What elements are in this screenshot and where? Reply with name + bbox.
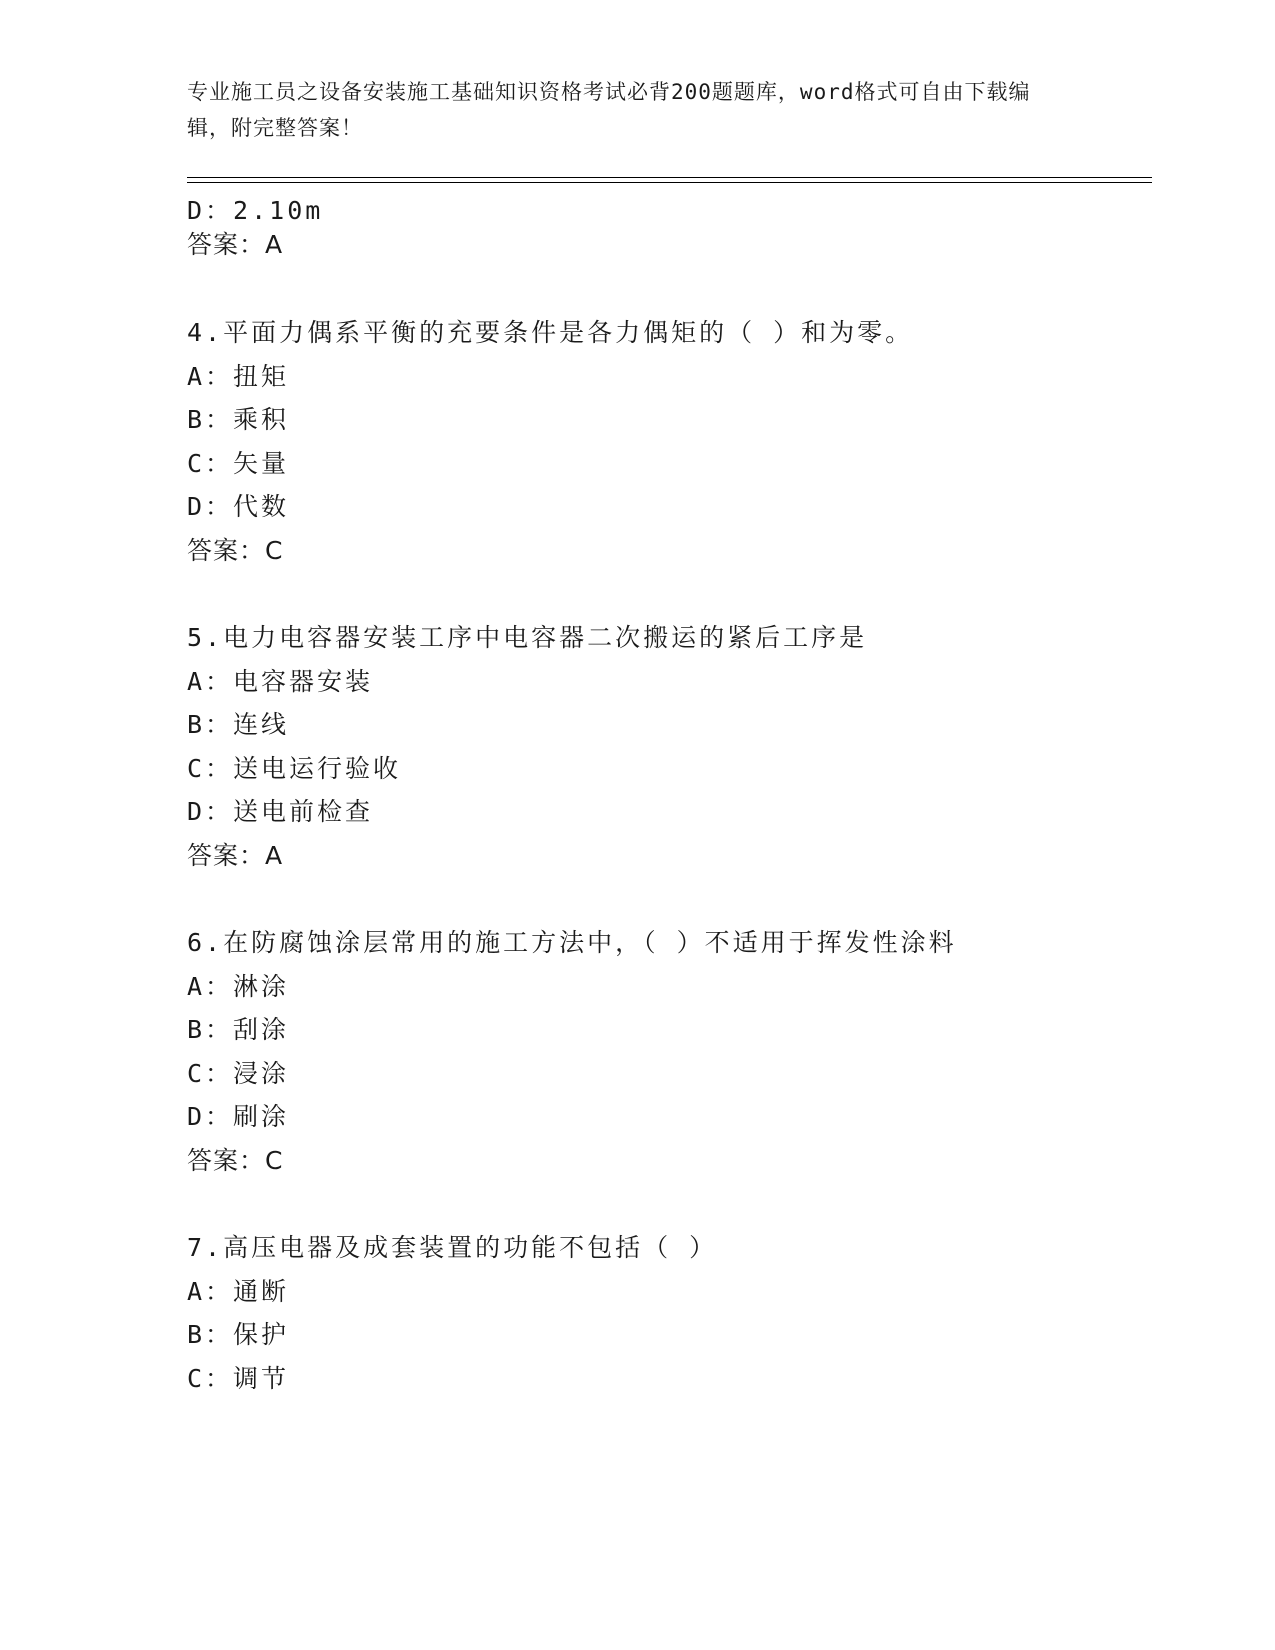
answer-line: 答案：C [187,1146,284,1175]
option-c: C：送电运行验收 [187,754,402,783]
option-b: B：连线 [187,710,290,739]
option-a: A：淋涂 [187,972,290,1001]
header-divider [187,177,1152,183]
option-b: B：刮涂 [187,1015,290,1044]
option-d: D：刷涂 [187,1102,290,1131]
question-6: 6.在防腐蚀涂层常用的施工方法中，（ ）不适用于挥发性涂料 [187,928,957,957]
answer-line: 答案：A [187,841,284,870]
option-a: A：电容器安装 [187,667,374,696]
document-header: 专业施工员之设备安装施工基础知识资格考试必背200题题库，word格式可自由下载编辑，附完整答案！ [187,80,1031,140]
question-5: 5.电力电容器安装工序中电容器二次搬运的紧后工序是 [187,623,868,652]
option-a: A：扭矩 [187,362,290,391]
option-a: A：通断 [187,1277,290,1306]
option-b: B：保护 [187,1320,290,1349]
option-d: D：代数 [187,492,290,521]
question-7: 7.高压电器及成套装置的功能不包括（ ） [187,1233,718,1262]
answer-line: 答案：A [187,230,284,259]
option-c: C：浸涂 [187,1059,290,1088]
option-d: D：送电前检查 [187,797,374,826]
option-b: B：乘积 [187,405,290,434]
answer-line: 答案：C [187,536,284,565]
option-d: D：2.10m [187,196,324,225]
option-c: C：矢量 [187,449,290,478]
option-c: C：调节 [187,1364,290,1393]
question-4: 4.平面力偶系平衡的充要条件是各力偶矩的（ ）和为零。 [187,318,914,347]
